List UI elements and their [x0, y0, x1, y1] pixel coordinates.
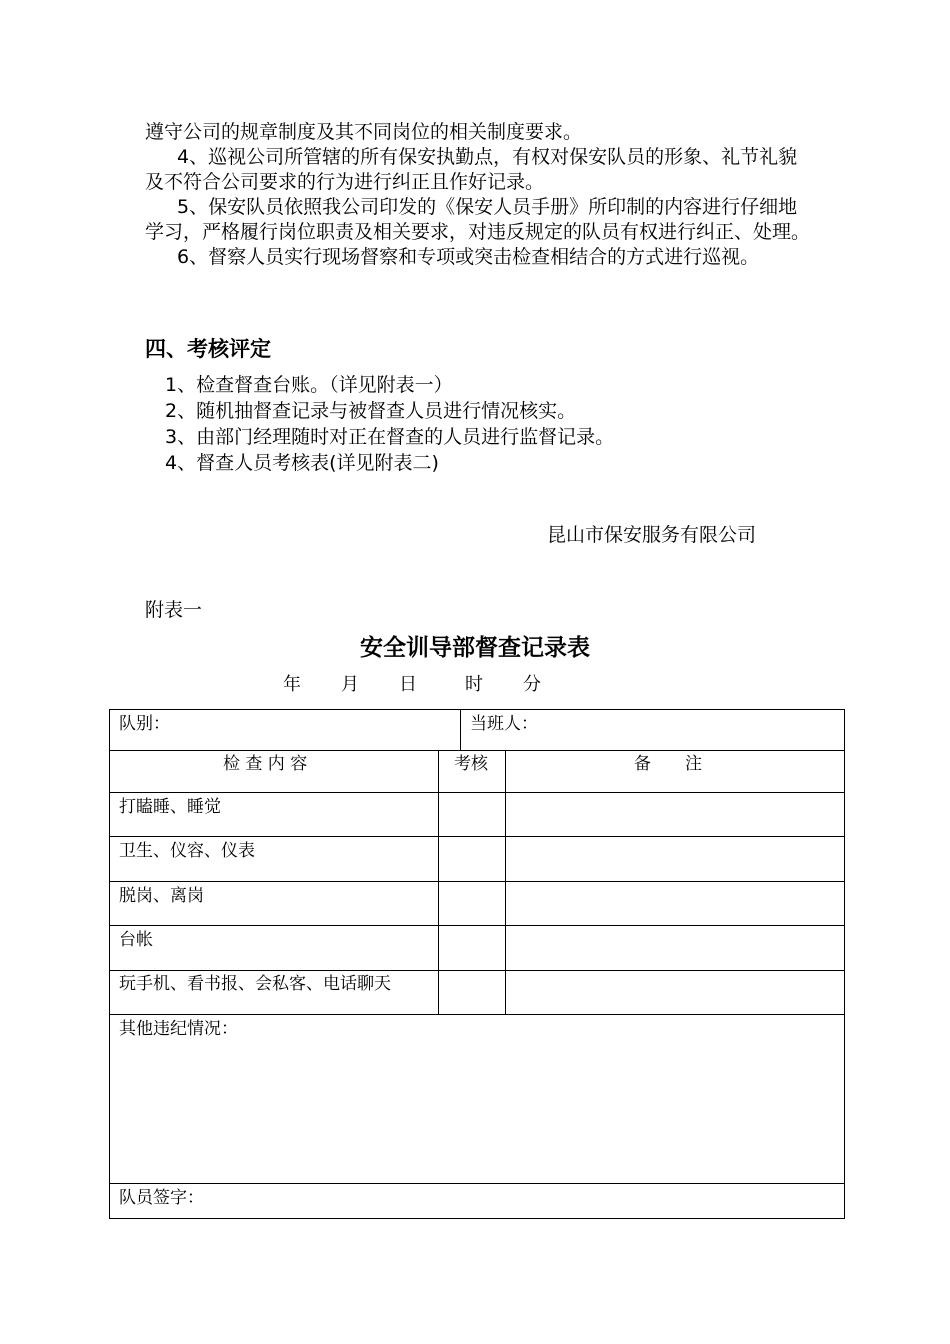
date-year-label: 年 [283, 674, 301, 695]
table-row-label: 台帐 [119, 930, 153, 950]
company-name: 昆山市保安服务有限公司 [547, 524, 757, 546]
table-rule [110, 1183, 844, 1184]
date-minute-label: 分 [523, 674, 541, 695]
assessment-item-2: 2、随机抽督查记录与被督查人员进行情况核实。 [165, 400, 577, 422]
table-row-label: 打瞌睡、睡觉 [119, 797, 221, 817]
table-row-label: 玩手机、看书报、会私客、电话聊天 [119, 974, 391, 994]
form-title: 安全训导部督查记录表 [360, 635, 590, 661]
on-duty-label: 当班人： [470, 714, 538, 734]
table-rule [110, 970, 844, 971]
date-day-label: 日 [399, 674, 417, 695]
header-assessment: 考核 [454, 754, 488, 774]
table-rule [505, 750, 506, 1014]
assessment-item-1: 1、检查督查台账。（详见附表一） [165, 374, 453, 396]
section-heading: 四、考核评定 [145, 337, 271, 361]
inspection-record-table [109, 709, 845, 1219]
header-inspection-content: 检 查 内 容 [223, 754, 308, 774]
paragraph-item-4: 4、巡视公司所管辖的所有保安执勤点，有权对保安队员的形象、礼节礼貌及不符合公司要求的行为进行纠正且作好记录。 [145, 146, 798, 193]
date-month-label: 月 [341, 674, 359, 695]
annex-label: 附表一 [145, 599, 203, 621]
date-hour-label: 时 [465, 674, 483, 695]
paragraph-item-5: 5、保安队员依照我公司印发的《保安人员手册》所印制的内容进行仔细地学习，严格履行岗位职责及相关要求，对违反规定的队员有权进行纠正、处理。 [145, 196, 811, 243]
team-label: 队别： [119, 714, 170, 734]
other-violations-label: 其他违纪情况： [119, 1019, 238, 1039]
assessment-list [165, 372, 614, 476]
table-rule [110, 750, 844, 751]
header-remarks: 备 注 [634, 754, 702, 774]
table-rule [110, 1014, 844, 1015]
paragraph-continuation: 遵守公司的规章制度及其不同岗位的相关制度要求。 [145, 121, 583, 143]
table-rule [438, 750, 439, 1014]
table-row-label: 脱岗、离岗 [119, 886, 204, 906]
assessment-item-4: 4、督查人员考核表(详见附表二) [165, 452, 439, 474]
body-text [145, 120, 815, 270]
table-rule [460, 710, 461, 750]
signature-label: 队员签字： [119, 1188, 204, 1208]
assessment-item-3: 3、由部门经理随时对正在督查的人员进行监督记录。 [165, 426, 615, 448]
table-rule [110, 881, 844, 882]
table-row-label: 卫生、仪容、仪表 [119, 841, 255, 861]
paragraph-item-6: 6、督察人员实行现场督察和专项或突击检查相结合的方式进行巡视。 [177, 246, 760, 268]
table-rule [110, 836, 844, 837]
table-rule [110, 925, 844, 926]
table-rule [110, 792, 844, 793]
